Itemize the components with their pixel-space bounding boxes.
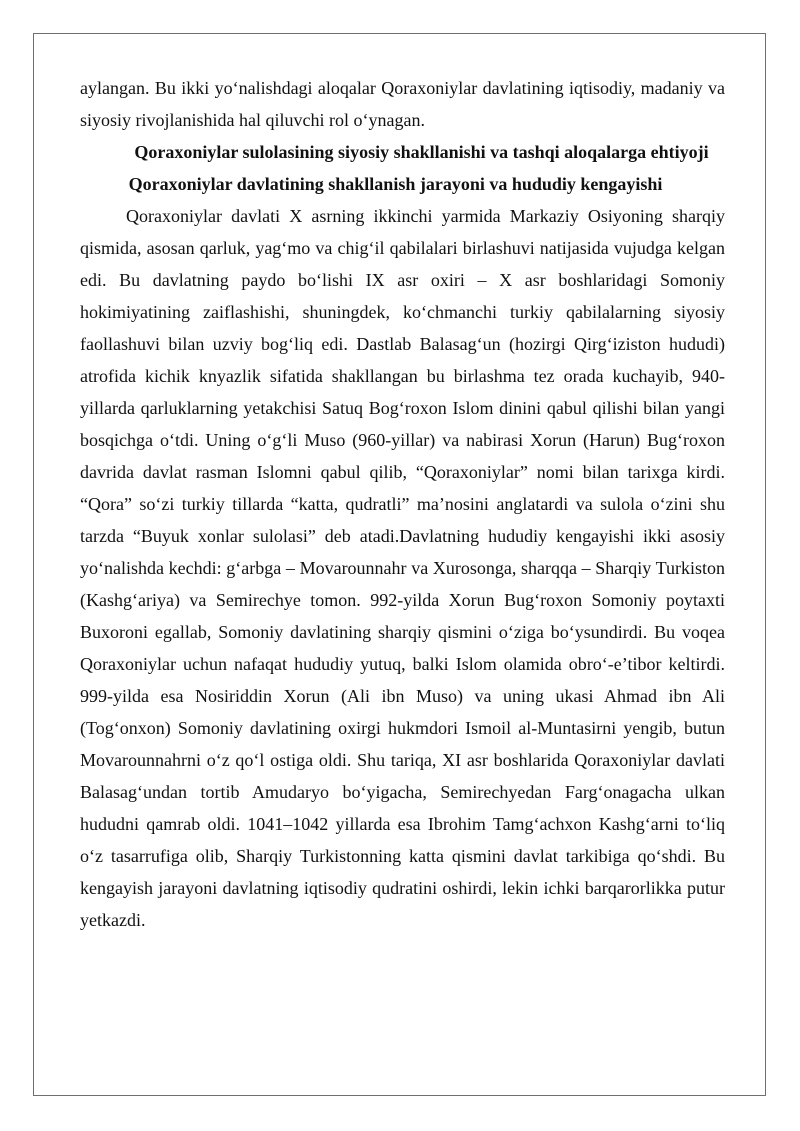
intro-paragraph: aylangan. Bu ikki yo‘nalishdagi aloqalar Qoraxoniylar davlatining iqtisodiy, madaniy va siyosiy rivojlanishida hal qiluvchi rol o‘ynagan. xyxy=(80,78,725,130)
document-body xyxy=(80,72,725,936)
subsection-heading: Qoraxoniylar davlatining shakllanish jarayoni va hududiy kengayishi xyxy=(128,174,663,194)
body-paragraph: Qoraxoniylar davlati X asrning ikkinchi yarmida Markaziy Osiyoning sharqiy qismida, asosan qarluk, yag‘mo va chig‘il qabilalari birlashuvi natijasida vujudga kelgan edi. Bu davlatning paydo bo‘lishi IX asr oxiri – X asr boshlaridagi Somoniy hokimiyatining zaiflashishi, shuningdek, ko‘chmanchi turkiy qabilalarning siyosiy faollashuvi bilan uzviy bog‘liq edi. Dastlab Balasag‘un (hozirgi Qirg‘iziston hududi) atrofida kichik knyazlik sifatida shakllangan bu birlashma tez orada kuchayib, 940-yillarda qarluklarning yetakchisi Satuq Bog‘roxon Islom dinini qabul qilishi bilan yangi bosqichga o‘tdi. Uning o‘g‘li Muso (960-yillar) va nabirasi Xorun (Harun) Bug‘roxon davrida davlat rasman Islomni qabul qilib, “Qoraxoniylar” nomi bilan tarixga kirdi. “Qora” so‘zi turkiy tillarda “katta, qudratli” ma’nosini anglatardi va sulola o‘zini shu tarzda “Buyuk xonlar sulolasi” deb atadi.Davlatning hududiy kengayishi ikki asosiy yo‘nalishda kechdi: g‘arbga – Movarounnahr va Xurosonga, sharqqa – Sharqiy Turkiston (Kashg‘ariya) va Semirechye tomon. 992-yilda Xorun Bug‘roxon Somoniy poytaxti Buxoroni egallab, Somoniy davlatining sharqiy qismini o‘ziga bo‘ysundirdi. Bu voqea Qoraxoniylar uchun nafaqat hududiy yutuq, balki Islom olamida obro‘-e’tibor keltirdi. 999-yilda esa Nosiriddin Xorun (Ali ibn Muso) va uning ukasi Ahmad ibn Ali (Tog‘onxon) Somoniy davlatining oxirgi hukmdori Ismoil al-Muntasirni yengib, butun Movarounnahrni o‘z qo‘l ostiga oldi. Shu tariqa, XI asr boshlarida Qoraxoniylar davlati Balasag‘undan tortib Amudaryo bo‘yigacha, Semirechyedan Farg‘onagacha ulkan hududni qamrab oldi. 1041–1042 yillarda esa Ibrohim Tamg‘achxon Kashg‘arni to‘liq o‘z tasarrufiga olib, Sharqiy Turkistonning katta qismini davlat tarkibiga qo‘shdi. Bu kengayish jarayoni davlatning iqtisodiy qudratini oshirdi, lekin ichki barqarorlikka putur yetkazdi. xyxy=(80,206,725,930)
section-heading: Qoraxoniylar sulolasining siyosiy shakllanishi va tashqi aloqalarga ehtiyoji xyxy=(134,142,709,162)
